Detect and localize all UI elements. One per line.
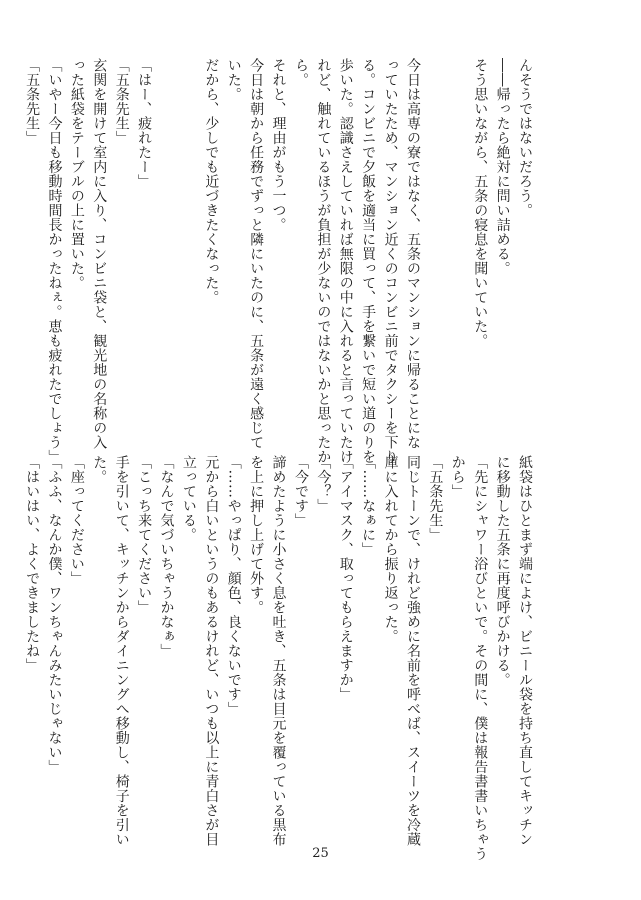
text-line: 今日は朝から任務でずっと隣にいたのに、五条が遠く感じて — [248, 58, 265, 450]
text-line: を上に押し上げて外す。 — [248, 455, 265, 615]
text-line: に移動した五条に再度呼びかける。 — [494, 455, 511, 687]
blank-line — [178, 58, 200, 453]
text-line: 「……やっぱり、顔色、良くないです」 — [225, 455, 242, 716]
text-line: 庫に入れてから振り返った。 — [382, 455, 399, 644]
text-line: 同じトーンで、けれど強めに名前を呼べば、スイーツを冷蔵 — [404, 455, 421, 847]
text-line: 「なんで気づいちゃうかなぁ」 — [158, 455, 175, 658]
text-line: 「先にシャワー浴びといで。その間に、僕は報告書書いちゃう — [472, 455, 489, 861]
text-line: た。 — [91, 455, 108, 484]
text-line: 元から白いというのもあるけれど、いつも以上に青白さが目 — [203, 455, 220, 847]
text-line: ら。 — [292, 58, 309, 87]
blank-line — [446, 58, 468, 453]
text-line: っていたため、マンション近くのコンビニ前でタクシーを下り — [382, 58, 399, 464]
text-line: 「座ってください」 — [68, 455, 85, 586]
text-line: 手を引いて、キッチンからダイニングへ移動し、椅子を引い — [113, 455, 130, 847]
text-line: ――帰ったら絶対に問い詰める。 — [494, 58, 511, 276]
text-line: 「……なぁに」 — [360, 455, 377, 557]
text-band-upper — [24, 58, 536, 464]
text-line: いた。 — [225, 58, 242, 102]
text-line: 「五条先生」 — [24, 58, 41, 145]
text-line: 「今？」 — [315, 455, 332, 513]
text-line: 「こっち来てください」 — [136, 455, 153, 615]
text-line: 諦めたように小さく息を吐き、五条は目元を覆っている黒布 — [270, 455, 287, 847]
text-line: 立っている。 — [180, 455, 197, 542]
text-line: 玄関を開けて室内に入り、コンビニ袋と、観光地の名称の入 — [91, 58, 108, 450]
text-line: れど、触れているほうが負担が少ないのではないかと思ったか — [315, 58, 332, 464]
text-line: んそうではないだろう。 — [517, 58, 533, 218]
page-number: 25 — [312, 846, 329, 861]
text-line: 紙袋はひとまず端によけ、ビニール袋を持ち直してキッチン — [517, 455, 533, 847]
text-line: 「今です」 — [292, 455, 309, 528]
text-line: そう思いながら、五条の寝息を聞いていた。 — [472, 58, 489, 348]
text-line: 歩いた。認識さえしていれば無限の中に入れると言っていたけ — [337, 58, 354, 464]
blank-line — [424, 58, 446, 453]
text-line: 今日は高専の寮ではなく、五条のマンションに帰ることにな — [404, 58, 421, 450]
text-line: 「はー、疲れたー」 — [136, 58, 153, 189]
text-line: 「五条先生」 — [113, 58, 130, 145]
text-line: った紙袋をテーブルの上に置いた。 — [68, 58, 85, 290]
text-line: 「はいはい、よくできましたね」 — [24, 455, 41, 673]
text-line: それと、理由がもう一つ。 — [270, 58, 287, 232]
text-line: 「ふふ、なんか僕、ワンちゃんみたいじゃない」 — [46, 455, 63, 774]
text-line: る。コンビニで夕飯を適当に買って、手を繋いで短い道のりを — [360, 58, 377, 464]
blank-line — [155, 58, 177, 453]
text-line: だから、少しでも近づきたくなった。 — [203, 58, 220, 305]
text-line: から」 — [449, 455, 466, 499]
text-line: 「五条先生」 — [427, 455, 444, 542]
text-line: 「アイマスク、取ってもらえますか」 — [337, 455, 354, 702]
text-line: 「いやー今日も移動時間長かったねぇ。恵も疲れたでしょう」 — [46, 58, 63, 464]
